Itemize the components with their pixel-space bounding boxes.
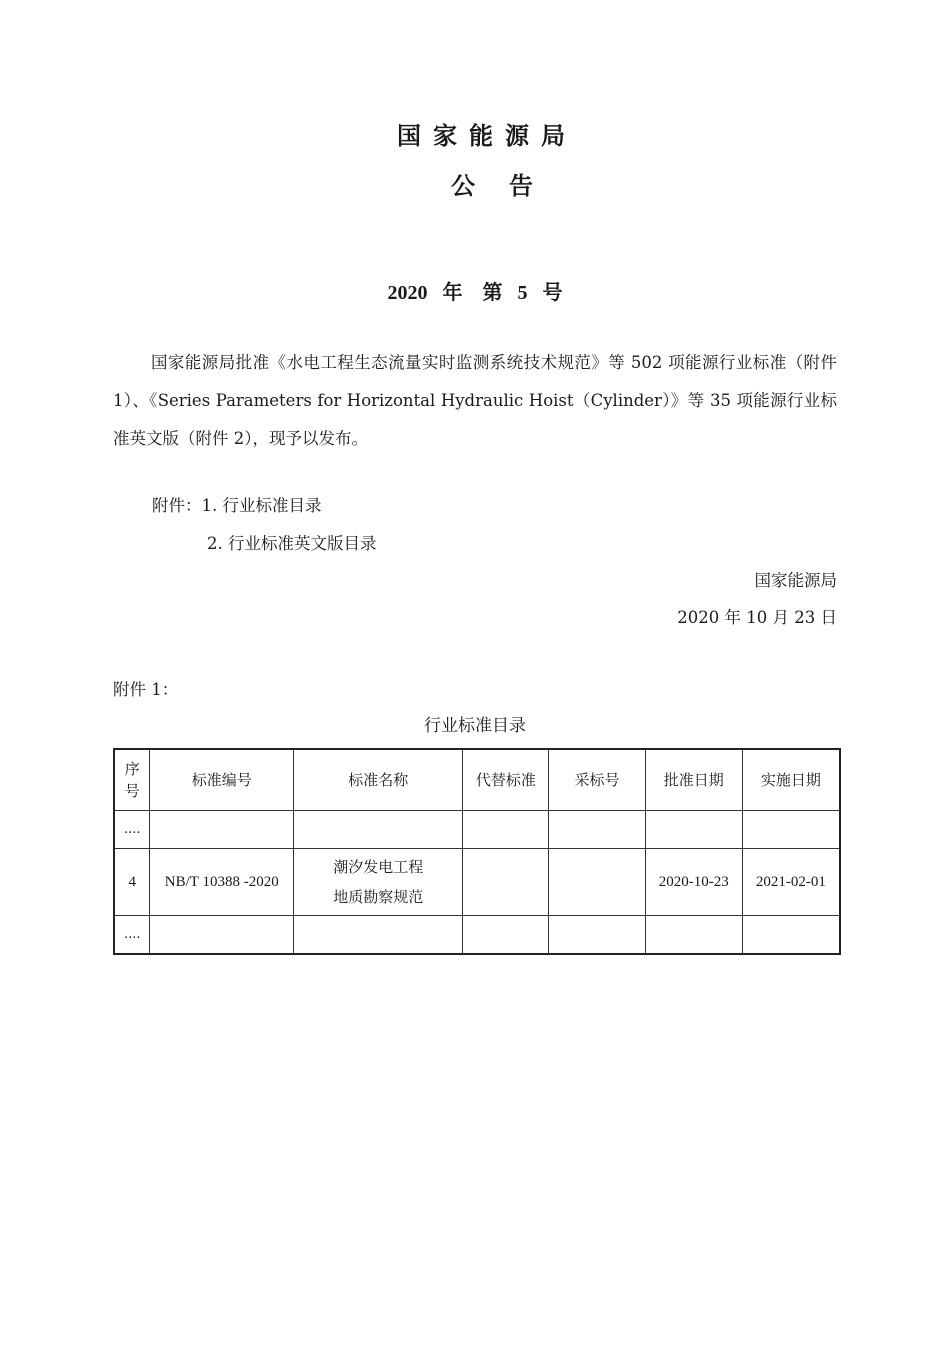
col-header-approval-date: 批准日期	[645, 749, 742, 811]
cell-std-name-line2: 地质勘察规范	[333, 888, 424, 906]
cell-seq: ....	[114, 916, 150, 955]
notice-title: 公告	[451, 172, 567, 200]
col-header-replaces: 代替标准	[463, 749, 549, 811]
col-header-seq-line2: 号	[124, 782, 140, 800]
announcement-paragraph: 国家能源局批准《水电工程生态流量实时监测系统技术规范》等 502 项能源行业标准（附件 1）、《Series Parameters for Horizontal Hydraulic Hoist（Cylinder）》等 35 项能源行业标准英文版（附件 2），现予以发布。	[113, 353, 837, 448]
col-header-std-no: 标准编号	[150, 749, 294, 811]
signature-date: 2020 年 10 月 23 日	[677, 608, 837, 627]
appendix-label: 附件 1：	[113, 680, 179, 699]
attachment-item-1: 附件：1. 行业标准目录	[152, 496, 322, 515]
table-row	[114, 811, 840, 849]
cell-std-no	[150, 916, 294, 955]
cell-approval-date: 2020-10-23	[645, 849, 742, 916]
col-header-adopted-no: 采标号	[549, 749, 646, 811]
cell-std-name-line1: 潮汐发电工程	[333, 858, 424, 876]
cell-adopted-no	[549, 849, 646, 916]
table-header-row	[114, 749, 840, 811]
signature-organization: 国家能源局	[754, 571, 837, 590]
issue-number: 2020 年 第 5 号	[387, 282, 563, 304]
cell-replaces	[463, 916, 549, 955]
cell-effective-date	[742, 916, 840, 955]
agency-title: 国家能源局	[397, 122, 577, 150]
cell-seq: 4	[114, 849, 150, 916]
table-row	[114, 916, 840, 955]
cell-approval-date	[645, 811, 742, 849]
cell-adopted-no	[549, 811, 646, 849]
cell-replaces	[463, 849, 549, 916]
cell-std-name	[294, 916, 463, 955]
col-header-std-name: 标准名称	[294, 749, 463, 811]
cell-std-no: NB/T 10388 -2020	[150, 849, 294, 916]
cell-effective-date	[742, 811, 840, 849]
cell-effective-date: 2021-02-01	[742, 849, 840, 916]
col-header-seq	[114, 749, 150, 811]
standards-catalog-table	[113, 748, 841, 955]
cell-std-name	[294, 849, 463, 916]
cell-std-no	[150, 811, 294, 849]
cell-adopted-no	[549, 916, 646, 955]
col-header-seq-line1: 序	[124, 760, 140, 778]
cell-std-name	[294, 811, 463, 849]
attachment-item-2: 2. 行业标准英文版目录	[207, 534, 377, 553]
col-header-effective-date: 实施日期	[742, 749, 840, 811]
cell-seq: ....	[114, 811, 150, 849]
cell-replaces	[463, 811, 549, 849]
cell-approval-date	[645, 916, 742, 955]
table-row	[114, 849, 840, 916]
catalog-title: 行业标准目录	[424, 716, 526, 736]
